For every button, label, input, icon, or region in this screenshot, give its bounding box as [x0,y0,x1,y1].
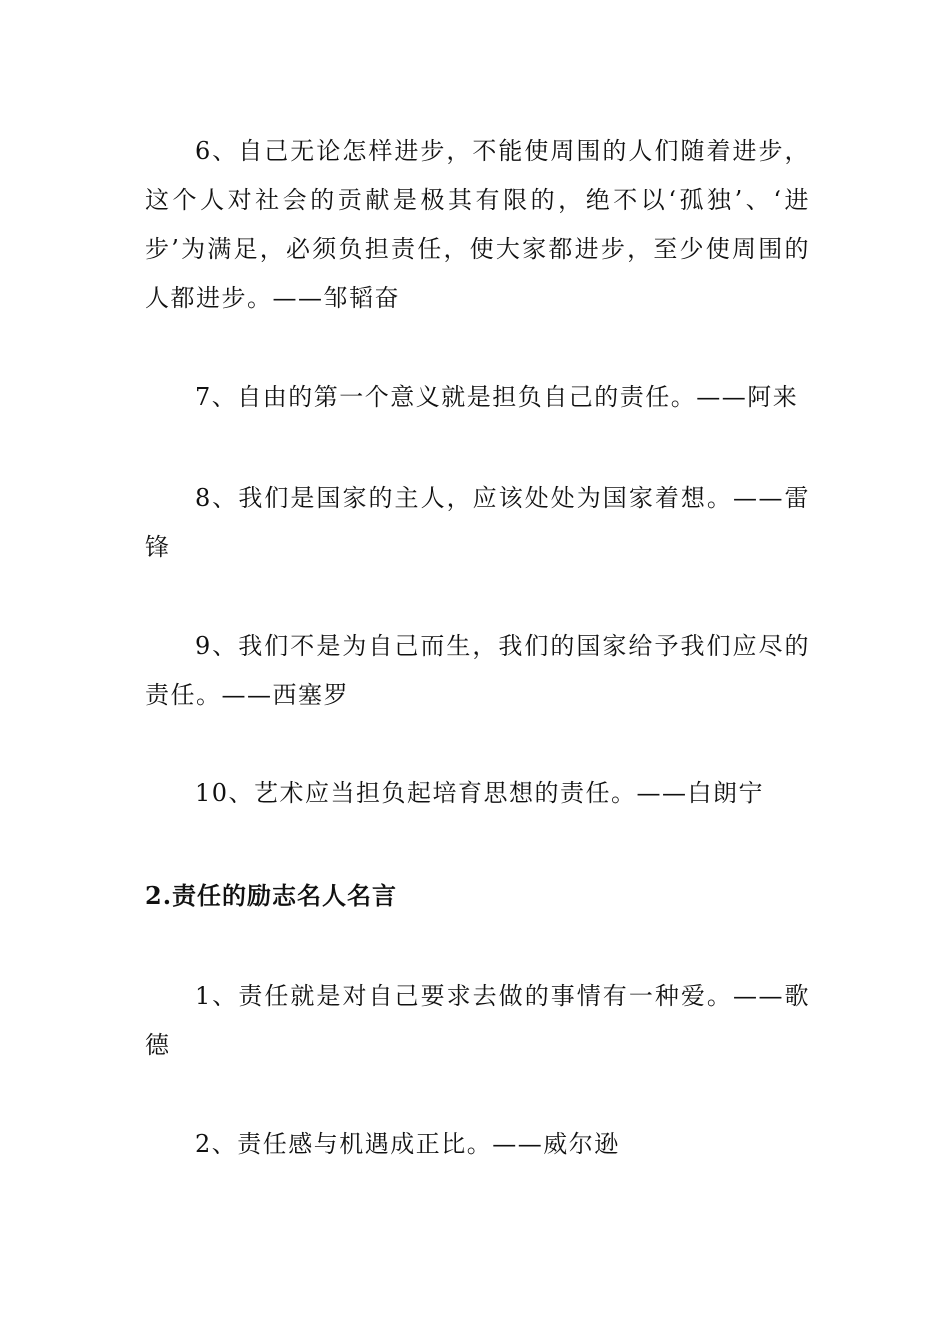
quote-paragraph: 7、自由的第一个意义就是担负自己的责任。——阿来 [195,383,799,411]
quote-paragraph: 6、自己无论怎样进步，不能使周围的人们随着进步，这个人对社会的贡献是极其有限的，绝不以‘孤独’、‘进步’为满足，必须负担责任，使大家都进步，至少使周围的人都进步。——邹韬奋 [145,137,810,312]
quote-paragraph: 8、我们是国家的主人，应该处处为国家着想。——雷锋 [145,484,810,561]
quote-paragraph: 2、责任感与机遇成正比。——威尔逊 [195,1130,620,1158]
quote-paragraph: 1、责任就是对自己要求去做的事情有一种爱。——歌德 [145,982,810,1059]
section-heading: 2.责任的励志名人名言 [145,881,398,910]
quote-paragraph: 9、我们不是为自己而生，我们的国家给予我们应尽的责任。——西塞罗 [145,632,810,709]
quote-paragraph: 10、艺术应当担负起培育思想的责任。——白朗宁 [195,779,765,807]
